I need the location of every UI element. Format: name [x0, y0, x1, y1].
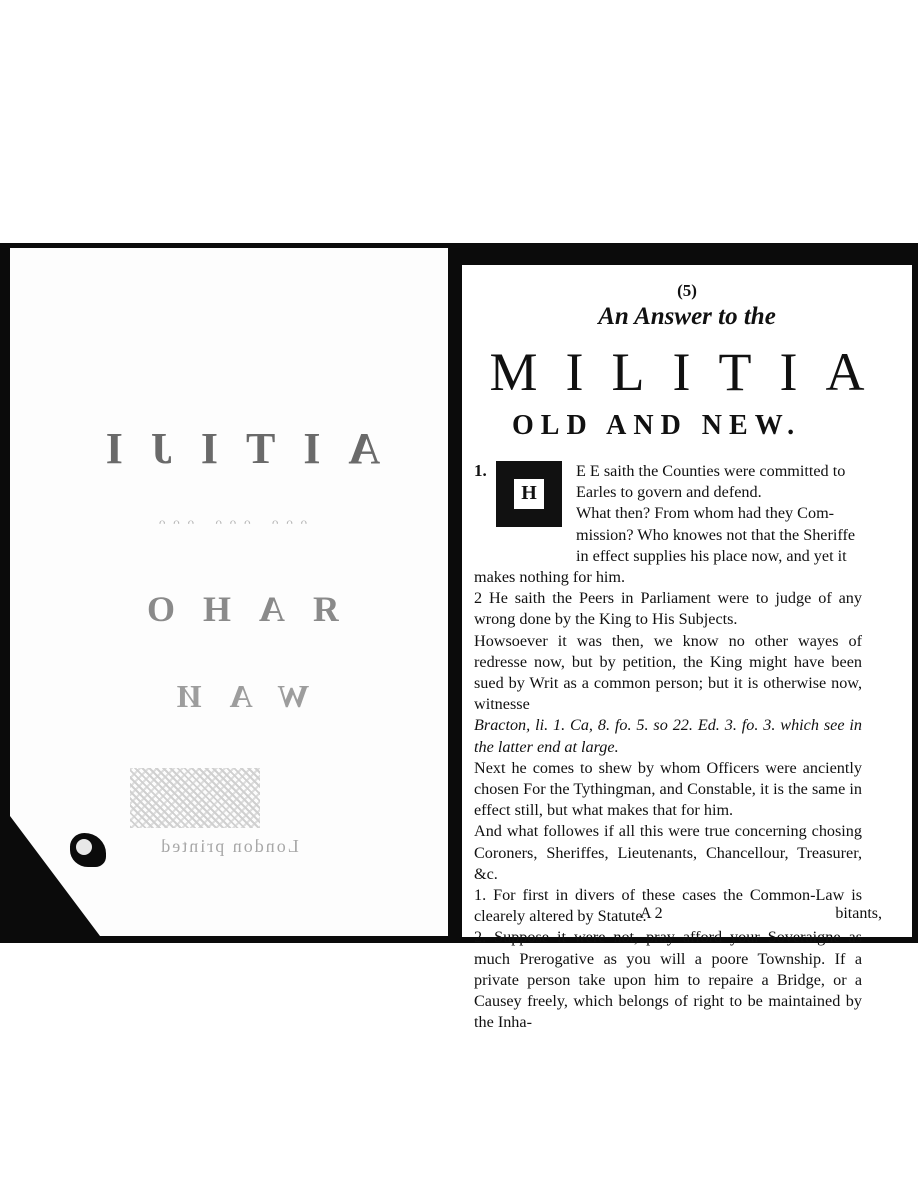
thumb-shadow-base — [10, 816, 100, 936]
first-line-4: mission? Who knowes not that the Sheriffe — [576, 525, 856, 544]
paragraph-6: 1. For first in divers of these cases the Common-Law is clearely altered by Statute. — [474, 886, 862, 926]
ghost-line-2: ЯAHO — [119, 589, 339, 629]
first-line-3: What then? From whom had they Com- — [576, 504, 835, 523]
paragraph-1: 2 He saith the Peers in Parliament were to judge of any wrong done by the King to His Subjects. — [474, 589, 862, 629]
ghost-line-3: WAИ — [148, 678, 310, 714]
paragraph-2: Howsoever it was then, we know no other wayes of redresse now, but by petition, the King might have been sued by Writ as a common person; but it is otherwise now, witnesse — [474, 631, 862, 714]
title-old-and-new: OLD AND NEW. — [512, 410, 802, 441]
drop-cap-letter: H — [512, 477, 546, 511]
paragraph-3: Bracton, li. 1. Ca, 8. fo. 5. so 22. Ed. 3. fo. 3. which see in the latter end at large. — [474, 716, 862, 756]
paragraph-4: Next he comes to shew by whom Officers were anciently chosen For the Tythingman, and Constable, it is the same in effect still, but what makes that for him. — [474, 758, 862, 820]
paragraph-7: 2. Suppose it were not, pray afford your Soveraigne as much Prerogative as you will a poore Township. If a private person take upon him to repaire a Bridge, or a Causey freely, which belongs of right to be maintained by the Inha- — [474, 928, 862, 1032]
book-spread — [0, 243, 918, 1032]
page-number: (5) — [677, 281, 697, 300]
ghost-ornament — [130, 768, 260, 828]
first-line-2: Earles to govern and defend. — [576, 483, 762, 502]
left-page-bleed-through — [10, 248, 448, 936]
ghost-title: AITIJI — [77, 424, 381, 473]
header-line: An Answer to the — [598, 303, 776, 330]
section-marker: 1. — [474, 461, 487, 480]
ghost-line-1: ᵔᵔᵔ ᵔᵔᵔ ᵔᵔᵔ — [150, 513, 308, 538]
ghost-imprint: London printed — [159, 836, 299, 856]
first-line-1: E E saith the Counties were committed to — [576, 462, 846, 480]
paragraph-5: And what followes if all this were true concerning chosing Coroners, Sheriffes, Lieutenants, Chancellour, Treasurer, &c. — [474, 822, 862, 883]
title-militia: MILITIA — [489, 342, 893, 402]
signature-mark: A 2 — [640, 905, 663, 922]
body-text — [474, 461, 862, 1033]
first-line-5: in effect supplies his place now, and yet it — [576, 546, 847, 565]
right-page — [462, 265, 912, 1032]
paragraph-0: makes nothing for him. — [474, 568, 626, 587]
catchword: bitants, — [835, 905, 882, 922]
